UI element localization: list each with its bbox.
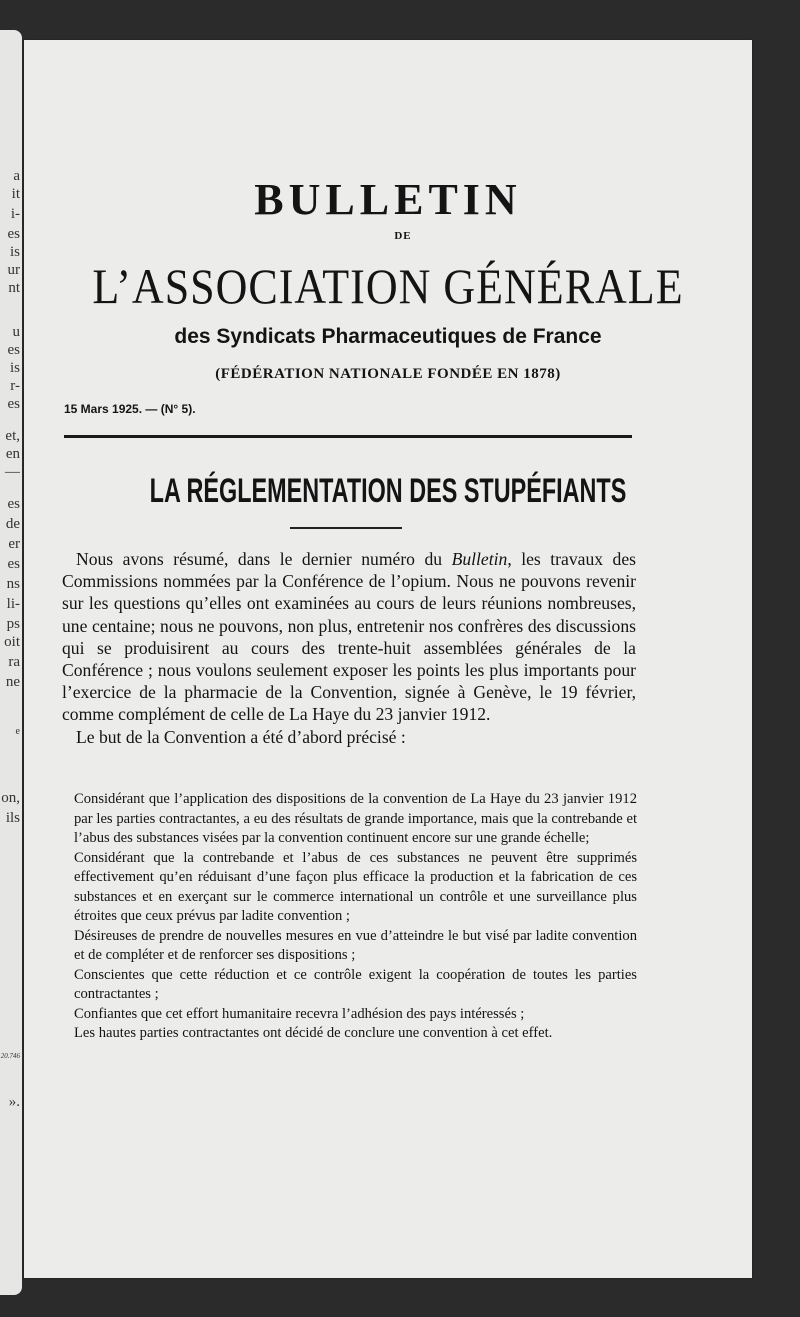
page-fragment: oit <box>4 634 20 650</box>
header-rule <box>64 435 632 438</box>
page-fragment: i- <box>10 206 20 222</box>
title-rule <box>290 527 402 529</box>
page-fragment: e <box>15 726 20 737</box>
page-fragment: ns <box>6 576 20 592</box>
masthead-association: L’ASSOCIATION GÉNÉRALE <box>92 259 684 314</box>
page-fragment: is <box>9 244 20 260</box>
page-fragment: er <box>8 536 20 552</box>
masthead-federation: (FÉDÉRATION NATIONALE FONDÉE EN 1878) <box>215 366 561 382</box>
page-fragment: li- <box>6 596 20 612</box>
masthead-syndicats: des Syndicats Pharmaceutiques de France <box>174 325 602 348</box>
preamble-clause: Considérant que l’application des dispositions de la convention de La Haye du 23 janvier 1912 par les parties contractantes, a eu des résultats de grande importance, mais que la contrebande et l’abus des substances visées par la convention continuent encore sur une grande échelle; <box>74 791 637 846</box>
page-fragment: 20.746 <box>0 1052 20 1060</box>
bulletin-reference: Bulletin <box>451 549 508 569</box>
page-fragment: a <box>13 168 20 184</box>
article-title: LA RÉGLEMENTATION DES STUPÉFIANTS <box>149 472 627 510</box>
intro-paragraph: Nous avons résumé, dans le dernier numéro du Bulletin, les travaux des Commissions nommées par la Conférence de l’opium. Nous ne pouvons revenir sur les questions qu’elles ont examinées au cours de leurs réunions nombreuses, une centaine; nous ne pouvons, non plus, entretenir nos confrères des discussions qui se produisirent au cours des trente-huit assemblées générales de la Conférence ; nous voulons seulement exposer les points les plus importants pour l’exercice de la pharmacie de la Convention, signée à Genève, le 19 février, comme complément de celle de La Haye du 23 janvier 1912. <box>62 549 636 725</box>
page-fragment: ra <box>8 654 20 670</box>
page-fragment: et, <box>5 428 20 444</box>
preamble-clause: Désireuses de prendre de nouvelles mesures en vue d’atteindre le but visé par ladite convention et de compléter et de renforcer ses dispositions ; <box>74 927 637 963</box>
page-fragment: r- <box>10 378 20 394</box>
preamble-clause: Considérant que la contrebande et l’abus de ces substances ne peuvent être supprimés effectivement qu’en réduisant d’une façon plus efficace la production et la fabrication de ces substances et en exerçant sur le commerce international un contrôle et une surveillance plus étroites que ceux prévus par ladite convention ; <box>74 849 637 924</box>
convention-preamble <box>74 790 637 1044</box>
page-fragment: en <box>5 446 20 462</box>
page-fragment: es <box>7 226 20 242</box>
page-fragment: nt <box>8 280 20 296</box>
page-fragment: ps <box>6 616 20 632</box>
preamble-clause: Confiantes que cet effort humanitaire recevra l’adhésion des pays intéressés ; <box>74 1005 525 1022</box>
page-fragment: de <box>5 516 20 532</box>
preamble-clause: Les hautes parties contractantes ont décidé de conclure une convention à cet effet. <box>74 1025 553 1041</box>
page-fragment: it <box>11 186 20 202</box>
intro-purpose: Le but de la Convention a été d’abord précisé : <box>76 726 406 747</box>
adjacent-page-edge <box>0 30 22 1295</box>
page-fragment: — <box>5 464 20 480</box>
page-fragment: es <box>7 556 20 572</box>
article-intro <box>62 548 636 748</box>
page-fragment: es <box>7 342 20 358</box>
preamble-clause: Conscientes que cette réduction et ce contrôle exigent la coopération de toutes les parties contractantes ; <box>74 966 637 1002</box>
page-fragment: on, <box>1 790 20 806</box>
page-fragment: ur <box>7 262 20 278</box>
masthead-bulletin: BULLETIN <box>254 175 522 224</box>
issue-date: 15 Mars 1925. — (N° 5). <box>64 402 196 416</box>
page-fragment: es <box>7 496 20 512</box>
page-fragment: ». <box>8 1094 20 1110</box>
masthead-de: DE <box>394 230 412 242</box>
page-fragment: is <box>9 360 20 376</box>
page-fragment: ils <box>5 810 20 826</box>
page-fragment: u <box>12 324 20 340</box>
bulletin-page <box>24 40 752 1278</box>
page-fragment: es <box>7 396 20 412</box>
page-fragment: ne <box>5 674 20 690</box>
